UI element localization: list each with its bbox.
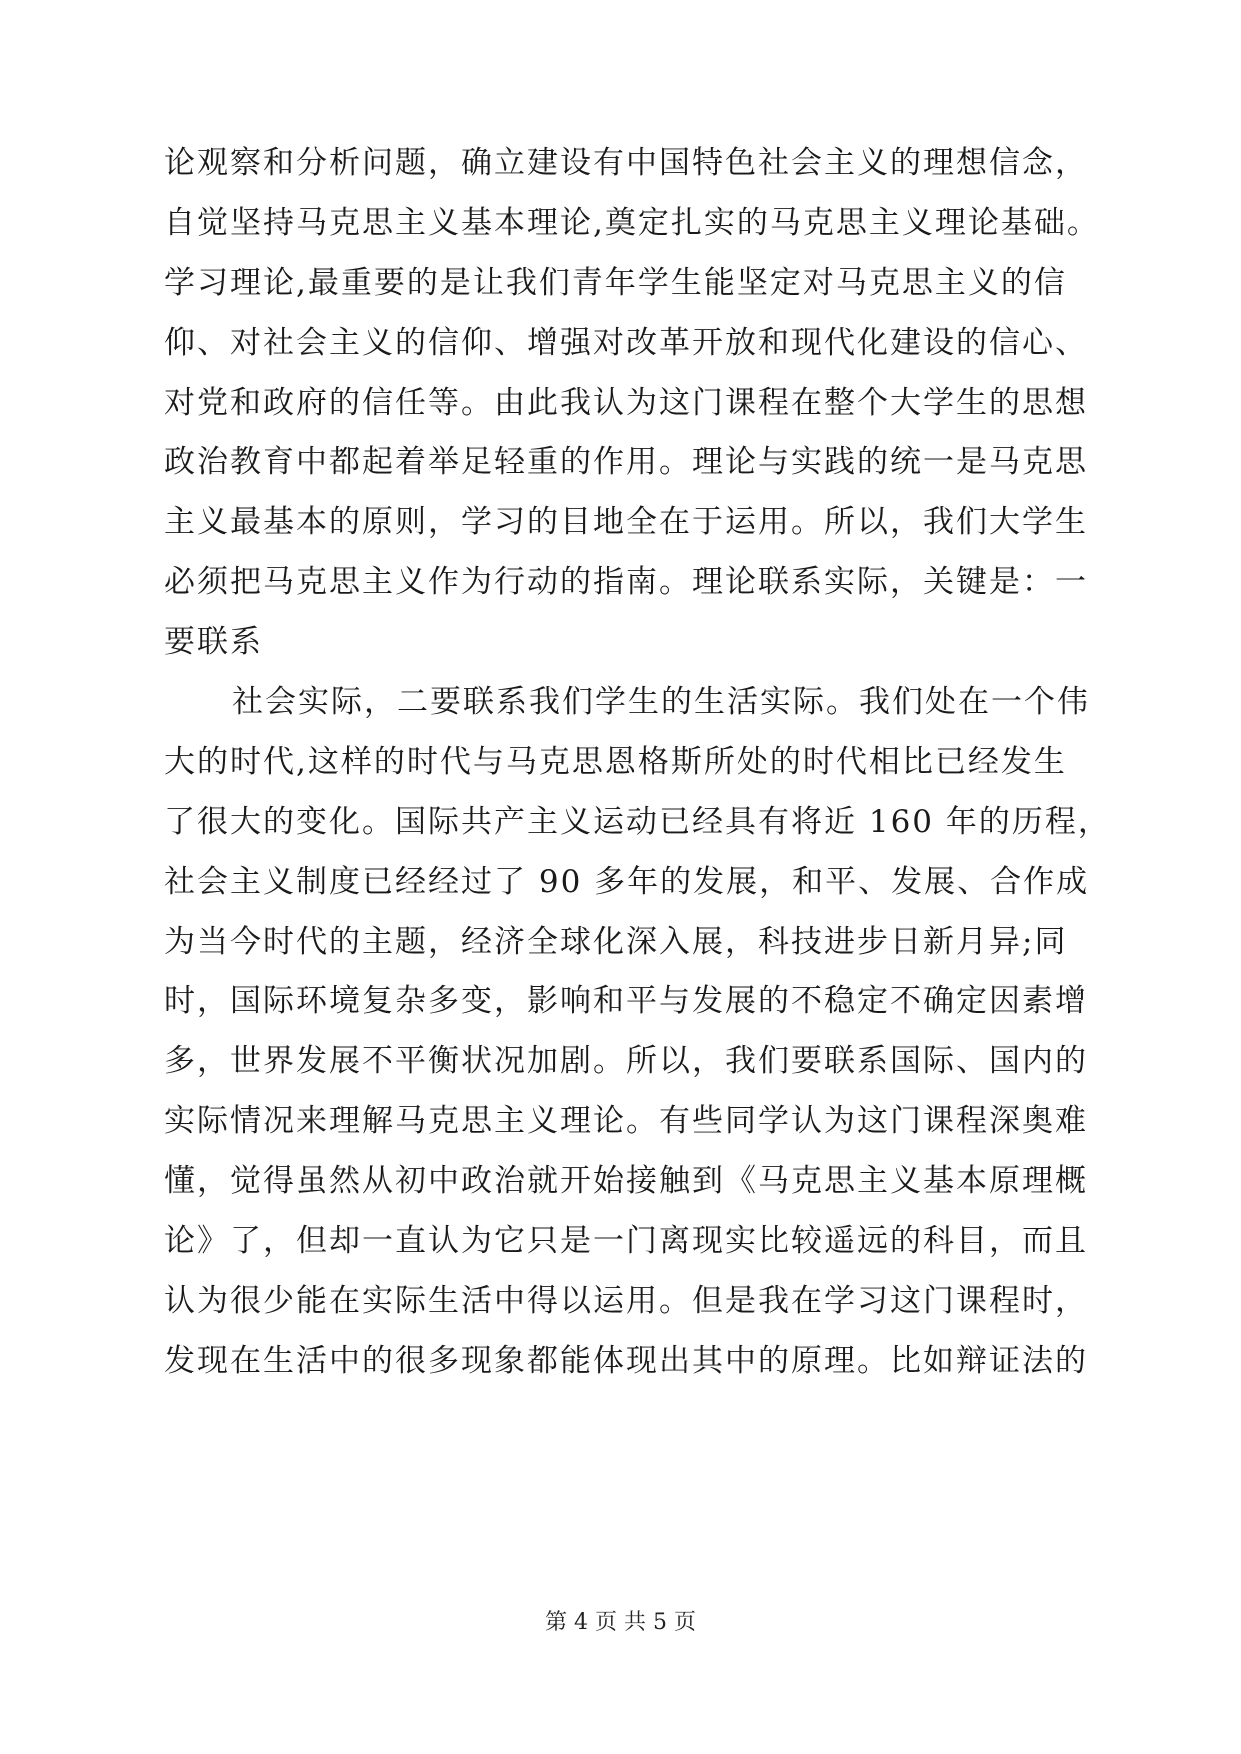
text-line: 了很大的变化。国际共产主义运动已经具有将近 160 年的历程， [164, 803, 1111, 840]
text-line: 政治教育中都起着举足轻重的作用。理论与实践的统一是马克思 [164, 444, 1088, 481]
text-line: 自觉坚持马克思主义基本理论,奠定扎实的马克思主义理论基础。 [164, 204, 1100, 241]
text-line: 发现在生活中的很多现象都能体现出其中的原理。比如辩证法的 [164, 1342, 1088, 1379]
text-line: 懂，觉得虽然从初中政治就开始接触到《马克思主义基本原理概 [164, 1163, 1088, 1200]
text-line: 必须把马克思主义作为行动的指南。理论联系实际，关键是：一 [164, 564, 1088, 601]
paragraph-start-line: 社会实际，二要联系我们学生的生活实际。我们处在一个伟 [232, 684, 1090, 721]
body-text [164, 134, 1111, 1392]
text-line: 大的时代,这样的时代与马克思恩格斯所处的时代相比已经发生 [164, 743, 1067, 780]
text-line: 论观察和分析问题，确立建设有中国特色社会主义的理想信念， [164, 145, 1088, 181]
text-line: 时，国际环境复杂多变，影响和平与发展的不稳定不确定因素增 [164, 983, 1088, 1020]
text-line: 仰、对社会主义的信仰、增强对改革开放和现代化建设的信心、 [164, 324, 1088, 361]
text-line: 主义最基本的原则，学习的目地全在于运用。所以，我们大学生 [164, 504, 1088, 541]
text-line: 认为很少能在实际生活中得以运用。但是我在学习这门课程时， [164, 1282, 1088, 1319]
text-line: 学习理论,最重要的是让我们青年学生能坚定对马克思主义的信 [164, 264, 1067, 301]
text-line: 多，世界发展不平衡状况加剧。所以，我们要联系国际、国内的 [164, 1043, 1088, 1080]
text-line: 论》了，但却一直认为它只是一门离现实比较遥远的科目，而且 [164, 1223, 1088, 1260]
text-line: 要联系 [164, 624, 263, 661]
text-line: 实际情况来理解马克思主义理论。有些同学认为这门课程深奥难 [164, 1103, 1088, 1140]
text-line: 为当今时代的主题，经济全球化深入展，科技进步日新月异;同 [164, 923, 1068, 960]
text-line: 社会主义制度已经经过了 90 多年的发展，和平、发展、合作成 [164, 863, 1090, 900]
page-number-footer: 第 4 页 共 5 页 [545, 1610, 696, 1635]
text-line: 对党和政府的信任等。由此我认为这门课程在整个大学生的思想 [164, 384, 1088, 421]
